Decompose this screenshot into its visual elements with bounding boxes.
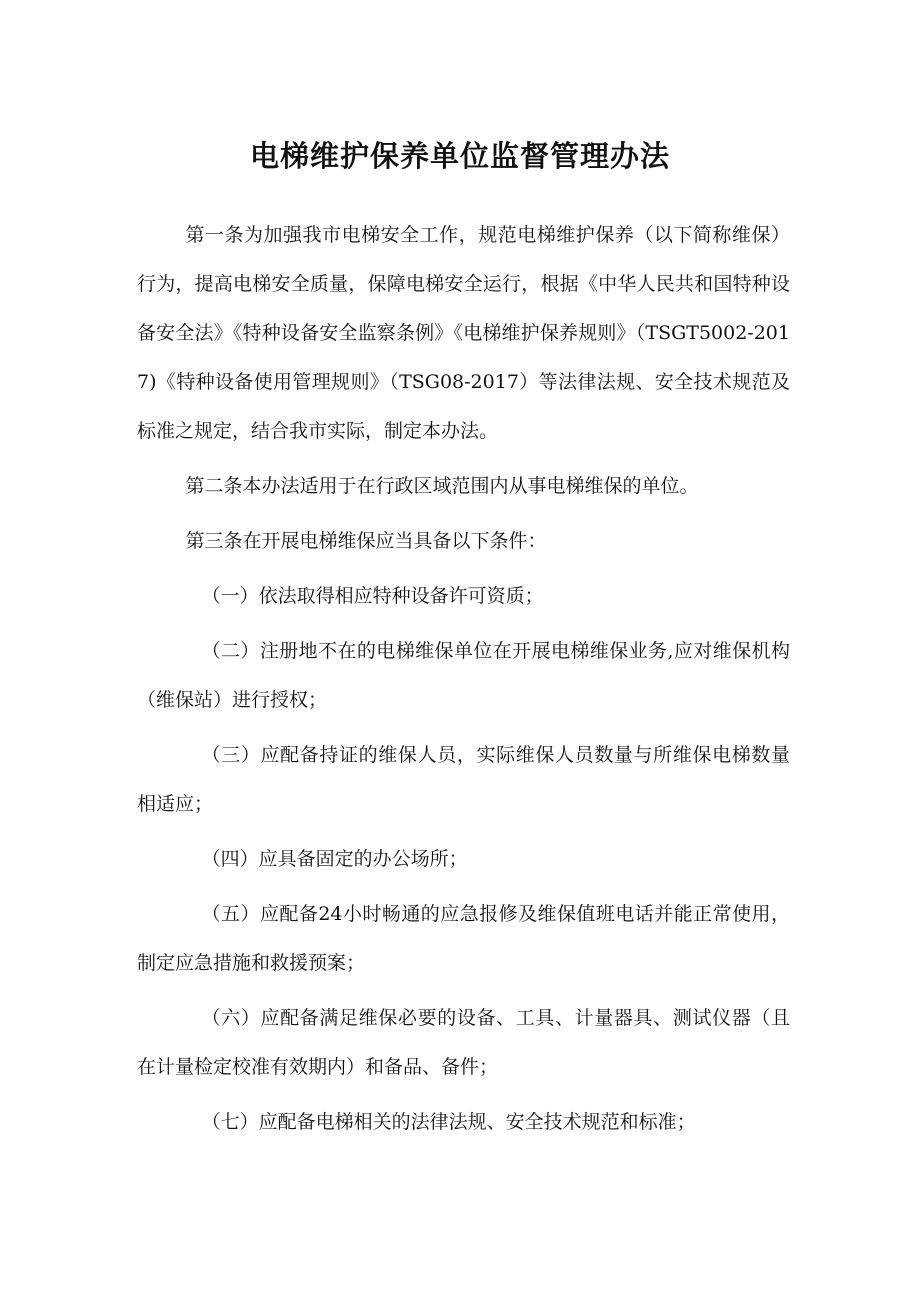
article-2-paragraph: 第二条本办法适用于在行政区域范围内从事电梯维保的单位。 (185, 475, 699, 497)
condition-item-2: （二）注册地不在的电梯维保单位在开展电梯维保业务,应对维保机构（维保站）进行授权； (137, 640, 790, 711)
article-3-paragraph: 第三条在开展电梯维保应当具备以下条件： (185, 530, 547, 552)
condition-item-5: （五）应配备24小时畅通的应急报修及维保值班电话并能正常使用，制定应急措施和救援预案； (137, 903, 790, 974)
condition-item-6: （六）应配备满足维保必要的设备、工具、计量器具、测试仪器（且在计量检定校准有效期内）和备品、备件； (137, 1007, 790, 1078)
condition-item-7: （七）应配备电梯相关的法律法规、安全技术规范和标准； (201, 1111, 696, 1133)
article-1-paragraph: 第一条为加强我市电梯安全工作，规范电梯维护保养（以下简称维保）行为，提高电梯安全质量，保障电梯安全运行，根据《中华人民共和国特种设备安全法》《特种设备安全监察条例》《电梯维护保养规则》（TSGT5002-2017)《特种设备使用管理规则》（TSG08-2017）等法律法规、安全技术规范及标准之规定，结合我市实际，制定本办法。 (137, 224, 790, 442)
condition-item-1: （一）依法取得相应特种设备许可资质； (201, 585, 544, 607)
condition-item-3: （三）应配备持证的维保人员，实际维保人员数量与所维保电梯数量相适应； (137, 744, 790, 815)
condition-item-4: （四）应具备固定的办公场所； (201, 848, 468, 870)
document-title: 电梯维护保养单位监督管理办法 (249, 139, 670, 173)
document-body (137, 211, 790, 1147)
